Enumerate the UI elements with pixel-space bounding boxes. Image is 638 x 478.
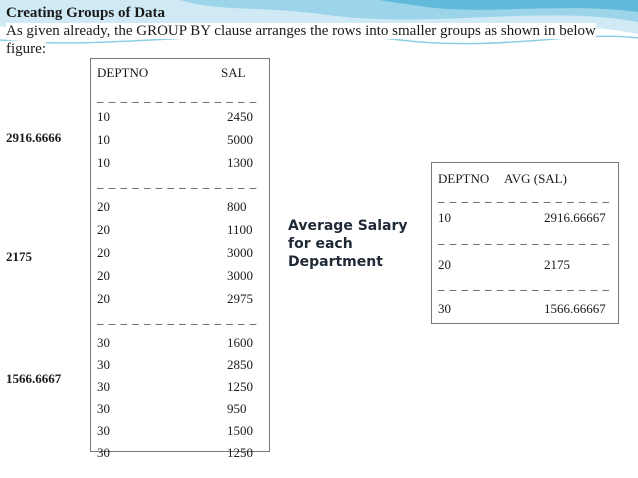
result-header-avg-sal: AVG (SAL) xyxy=(504,171,567,186)
source-header-deptno: DEPTNO xyxy=(97,65,149,80)
source-row-sal: 1300 xyxy=(227,155,253,170)
result-separator: _ _ _ _ _ _ _ _ _ _ _ _ _ _ _ xyxy=(438,189,610,204)
source-row-deptno: 10 xyxy=(97,132,110,147)
source-row-sal: 1600 xyxy=(227,335,253,350)
source-table xyxy=(90,58,270,460)
source-row-deptno: 20 xyxy=(97,245,110,260)
source-row-deptno: 20 xyxy=(97,222,110,237)
slide-title: Creating Groups of Data xyxy=(6,5,166,21)
group-average-20: 2175 xyxy=(6,249,32,264)
result-row-avg: 1566.66667 xyxy=(544,301,606,316)
source-row-sal: 2975 xyxy=(227,291,253,306)
source-row-deptno: 10 xyxy=(97,109,110,124)
group-average-30: 1566.6667 xyxy=(6,371,62,386)
source-row-sal: 1500 xyxy=(227,423,253,438)
source-row-sal: 1100 xyxy=(227,222,253,237)
source-row-sal: 800 xyxy=(227,199,247,214)
source-row-sal: 1250 xyxy=(227,445,253,460)
source-row-sal: 3000 xyxy=(227,245,253,260)
source-row-sal: 950 xyxy=(227,401,247,416)
result-row-avg: 2916.66667 xyxy=(544,210,606,225)
result-separator: _ _ _ _ _ _ _ _ _ _ _ _ _ _ _ xyxy=(438,277,610,292)
result-row-deptno: 20 xyxy=(438,257,451,272)
source-row-deptno: 30 xyxy=(97,335,110,350)
result-row-deptno: 30 xyxy=(438,301,451,316)
source-row-deptno: 20 xyxy=(97,268,110,283)
result-table xyxy=(431,162,619,324)
source-row-deptno: 30 xyxy=(97,357,110,372)
result-header-deptno: DEPTNO xyxy=(438,171,490,186)
source-row-deptno: 30 xyxy=(97,379,110,394)
source-row-deptno: 10 xyxy=(97,155,110,170)
caption-line: for each xyxy=(288,236,353,252)
source-row-sal: 5000 xyxy=(227,132,253,147)
source-row-sal: 2450 xyxy=(227,109,253,124)
source-separator: _ _ _ _ _ _ _ _ _ _ _ _ _ _ xyxy=(97,311,258,326)
source-row-sal: 3000 xyxy=(227,268,253,283)
result-separator: _ _ _ _ _ _ _ _ _ _ _ _ _ _ _ xyxy=(438,231,610,246)
source-row-deptno: 30 xyxy=(97,423,110,438)
intro-text-content: As given already, the GROUP BY clause arranges the rows into smaller groups as shown in below figure: xyxy=(6,23,596,57)
average-salary-caption xyxy=(288,217,408,271)
source-row-deptno: 30 xyxy=(97,445,110,460)
intro-text xyxy=(6,22,606,58)
source-row-deptno: 20 xyxy=(97,291,110,306)
caption-line: Department xyxy=(288,254,383,270)
group-average-10: 2916.6666 xyxy=(6,130,62,145)
source-header-sal: SAL xyxy=(221,65,246,80)
result-row-deptno: 10 xyxy=(438,210,451,225)
source-row-deptno: 30 xyxy=(97,401,110,416)
caption-line: Average Salary xyxy=(288,218,408,234)
source-row-sal: 2850 xyxy=(227,357,253,372)
result-row-avg: 2175 xyxy=(544,257,570,272)
source-separator: _ _ _ _ _ _ _ _ _ _ _ _ _ _ xyxy=(97,175,258,190)
source-separator: _ _ _ _ _ _ _ _ _ _ _ _ _ _ xyxy=(97,89,258,104)
source-row-deptno: 20 xyxy=(97,199,110,214)
source-row-sal: 1250 xyxy=(227,379,253,394)
